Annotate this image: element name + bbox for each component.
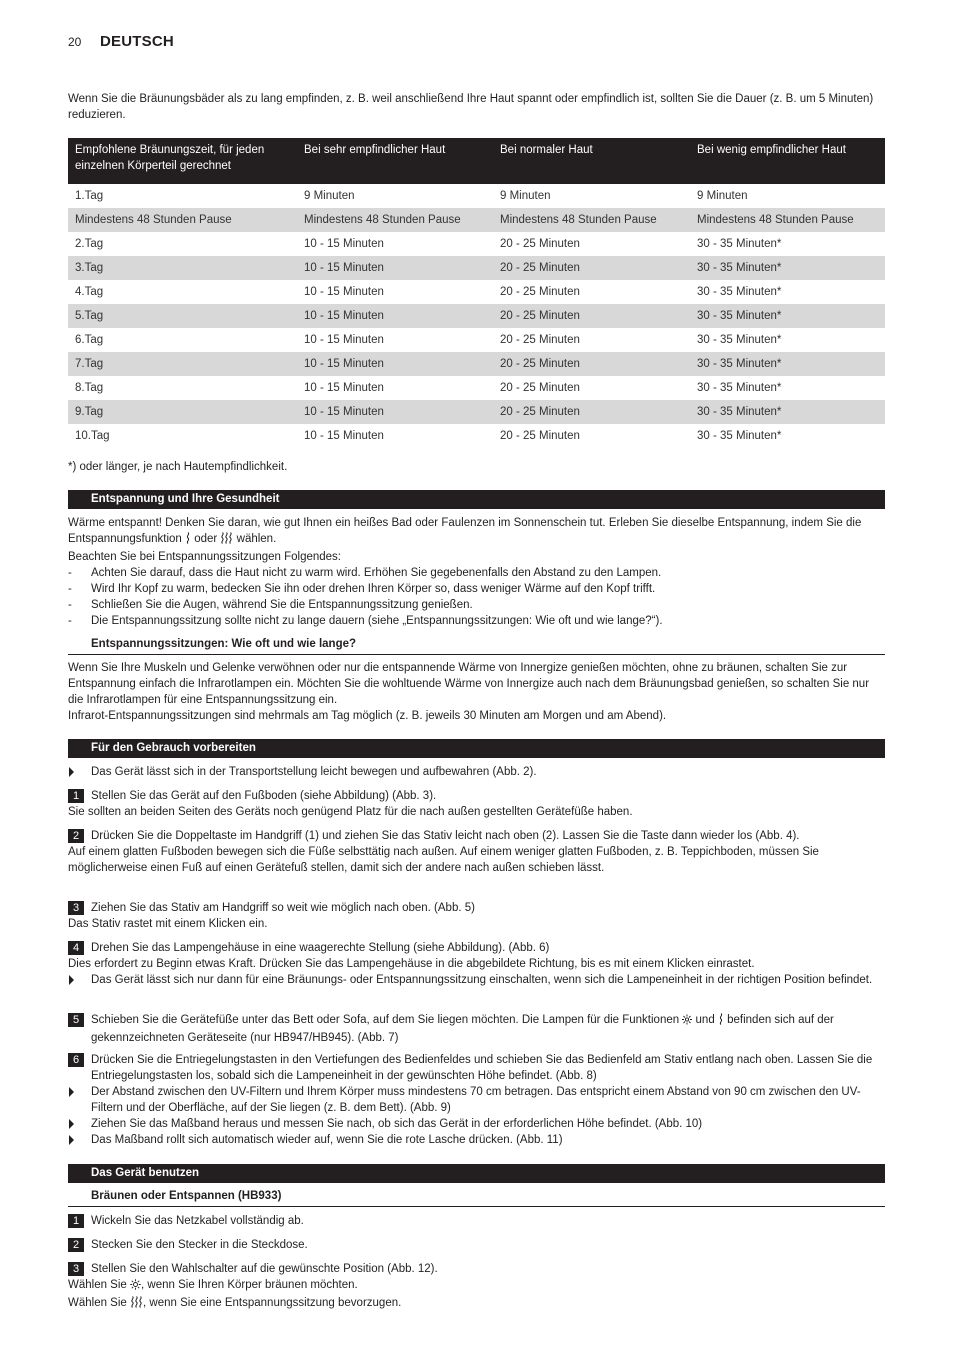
- step-note: Dies erfordert zu Beginn etwas Kraft. Drücken Sie das Lampengehäuse in die abgebildete Richtung, bis es mit einem Klicken einrastet.: [68, 958, 755, 970]
- step-note: Das Stativ rastet mit einem Klicken ein.: [68, 918, 268, 930]
- table-row: [68, 208, 885, 232]
- bullet-triangle-icon: [69, 767, 74, 777]
- prepare-step-2: [68, 828, 885, 876]
- table-cell: 10.Tag: [75, 430, 110, 442]
- table-cell: 20 - 25 Minuten: [493, 352, 690, 376]
- table-cell: 20 - 25 Minuten: [500, 430, 580, 442]
- language-heading: DEUTSCH: [100, 33, 174, 50]
- prepare-bullet: Das Gerät lässt sich in der Transportstellung leicht bewegen und aufbewahren (Abb. 2).: [68, 764, 885, 780]
- table-cell: 10 - 15 Minuten: [297, 352, 493, 376]
- section-bar-using: [68, 1164, 885, 1183]
- table-cell: 4.Tag: [75, 286, 104, 298]
- table-cell: 9 Minuten: [304, 190, 355, 202]
- intro-paragraph: Wenn Sie die Bräunungsbäder als zu lang empfinden, z. B. weil anschließend Ihre Haut spannt oder empfindlich ist, sollten Sie die Dauer (z. B. um 5 Minuten) reduzieren.: [68, 93, 874, 121]
- prepare-step-6: [68, 1052, 885, 1148]
- table-row: [68, 400, 885, 424]
- section-title: Für den Gebrauch vorbereiten: [91, 742, 256, 754]
- relaxation-lead: Beachten Sie bei Entspannungssitzungen Folgendes:: [68, 551, 342, 563]
- step-note: Auf einem glatten Fußboden bewegen sich die Füße selbsttätig nach außen. Auf einem weniger glatten Fußboden, z. B. Teppichboden, müssen Sie möglicherweise einen Fuß auf einen Gerätefuß stellen, damit sich der andere nach außen schieben lässt.: [68, 846, 819, 874]
- infrared-triple-icon: [130, 1296, 143, 1313]
- table-cell: 30 - 35 Minuten*: [697, 382, 782, 394]
- tanning-time-table: [68, 138, 885, 448]
- bullet-triangle-icon: [69, 1119, 74, 1129]
- list-item: - Die Entspannungssitzung sollte nicht zu lange dauern (siehe „Entspannungssitzungen: Wie oft und wie lange?“).: [68, 613, 885, 629]
- table-cell: 20 - 25 Minuten: [500, 382, 580, 394]
- table-header-cell: Bei wenig empfindlicher Haut: [690, 138, 885, 184]
- table-cell: Mindestens 48 Stunden Pause: [68, 208, 297, 232]
- subheading-rule: [68, 1206, 885, 1207]
- table-cell: 10 - 15 Minuten: [304, 238, 384, 250]
- text: und: [692, 1014, 718, 1026]
- dash-marker: [68, 613, 72, 629]
- table-row: [68, 184, 885, 208]
- step-text: Drücken Sie die Entriegelungstasten in den Vertiefungen des Bedienfeldes und schieben Sie das Bedienfeld am Stativ entlang nach oben. Lassen Sie die Entriegelungstasten los, sobald sich die Lampeneinheit in der gewünschten Höhe befindet. (Abb. 8): [91, 1054, 873, 1082]
- table-row: [68, 304, 885, 328]
- table-cell: 1.Tag: [75, 190, 104, 202]
- bullet-triangle-icon: [69, 1087, 74, 1097]
- step-note: Sie sollten an beiden Seiten des Geräts noch genügend Platz für die nach außen gestellten Gerätefüße haben.: [68, 806, 633, 818]
- relaxation-intro: [68, 515, 885, 549]
- table-header-cell: Bei normaler Haut: [493, 138, 690, 184]
- text: Wärme entspannt! Denken Sie daran, wie gut Ihnen ein heißes Bad oder Faulenzen im Sonnenschein tut. Erleben Sie dieselbe Entspannung, indem Sie die Entspannungsfunktion: [68, 517, 862, 545]
- step-text: Wickeln Sie das Netzkabel vollständig ab.: [91, 1215, 304, 1227]
- step-text: Drehen Sie das Lampengehäuse in eine waagerechte Stellung (siehe Abbildung). (Abb. 6): [91, 942, 550, 954]
- table-cell: 3.Tag: [68, 256, 297, 280]
- step-number: 3: [68, 1262, 84, 1276]
- section-bar-relaxation: [68, 490, 885, 509]
- step-bullet: Ziehen Sie das Maßband heraus und messen Sie nach, ob sich das Gerät in der erforderlichen Höhe befindet. (Abb. 10): [68, 1116, 885, 1132]
- table-cell: 30 - 35 Minuten*: [690, 352, 885, 376]
- bullet-triangle-icon: [69, 975, 74, 985]
- infrared-triple-icon: [220, 532, 233, 549]
- table-row: [68, 376, 885, 400]
- list-item: - Wird Ihr Kopf zu warm, bedecken Sie ihn oder drehen Ihren Körper so, dass weniger Wärme auf den Kopf trifft.: [68, 581, 885, 597]
- table-row: [68, 280, 885, 304]
- table-row: [68, 328, 885, 352]
- text: befinden sich auf der gekennzeichneten Geräteseite (nur HB947/HB945). (Abb. 7): [91, 1014, 834, 1044]
- step-note-tan: Wählen Sie , wenn Sie Ihren Körper bräunen möchten.: [68, 1277, 885, 1295]
- table-cell: 8.Tag: [75, 382, 104, 394]
- step-number: 6: [68, 1053, 84, 1067]
- sun-icon: [130, 1279, 141, 1295]
- relax-sessions-body: [68, 660, 885, 724]
- table-cell: 30 - 35 Minuten*: [690, 400, 885, 424]
- step-bullet: Der Abstand zwischen den UV-Filtern und Ihrem Körper muss mindestens 70 cm betragen. Das entspricht einem Abstand von 90 cm zwischen den UV-Filtern und der Oberfläche, auf der Sie liegen (z. B. dem Bett). (Abb. 9): [68, 1084, 885, 1116]
- prepare-step-5: [68, 1012, 885, 1046]
- prepare-step-4: 4 Drehen Sie das Lampengehäuse in eine waagerechte Stellung (siehe Abbildung). (Abb. 6) Dies erfordert zu Beginn etwas Kraft. Drücken Sie das Lampengehäuse in die abgebildete Richtung, bis es mit einem Klicken einrastet. Das Gerät lässt sich nur dann für eine Bräunungs- oder Entspannungssitzung einschalten, wenn sich die Lampeneinheit in der richtigen Position befindet.: [68, 940, 885, 988]
- table-row: [68, 232, 885, 256]
- step-text: Ziehen Sie das Stativ am Handgriff so weit wie möglich nach oben. (Abb. 5): [91, 902, 475, 914]
- table-cell: 10 - 15 Minuten: [297, 256, 493, 280]
- prepare-step-1: [68, 788, 885, 820]
- table-cell: Mindestens 48 Stunden Pause: [493, 208, 690, 232]
- section-bar-preparing: [68, 739, 885, 758]
- section-title: Das Gerät benutzen: [91, 1167, 199, 1179]
- table-footnote: *) oder länger, je nach Hautempfindlichkeit.: [68, 461, 288, 473]
- table-cell: 30 - 35 Minuten*: [690, 256, 885, 280]
- step-bullet: Das Maßband rollt sich automatisch wieder auf, wenn Sie die rote Lasche drücken. (Abb. 11): [68, 1132, 885, 1148]
- step-number: 3: [68, 901, 84, 915]
- table-cell: 30 - 35 Minuten*: [697, 430, 782, 442]
- table-header-cell: Empfohlene Bräunungszeit, für jeden einzelnen Körperteil gerechnet: [68, 138, 297, 184]
- table-cell: 20 - 25 Minuten: [493, 304, 690, 328]
- table-cell: 10 - 15 Minuten: [297, 304, 493, 328]
- relaxation-body: [68, 515, 885, 629]
- table-cell: 9 Minuten: [697, 190, 748, 202]
- step-number: 2: [68, 1238, 84, 1252]
- text: oder: [191, 533, 221, 545]
- table-cell: 5.Tag: [68, 304, 297, 328]
- step-note-relax: Wählen Sie , wenn Sie eine Entspannungssitzung bevorzugen.: [68, 1295, 885, 1313]
- text: wählen.: [233, 533, 277, 545]
- table-cell: 20 - 25 Minuten: [500, 238, 580, 250]
- use-step-2: [68, 1237, 885, 1253]
- table-cell: 9 Minuten: [500, 190, 551, 202]
- use-step-3: [68, 1261, 885, 1313]
- step-text: Stecken Sie den Stecker in die Steckdose.: [91, 1239, 308, 1251]
- table-cell: 10 - 15 Minuten: [304, 382, 384, 394]
- subheading-rule: [68, 654, 885, 655]
- step-number: 1: [68, 1214, 84, 1228]
- step-number: 1: [68, 789, 84, 803]
- table-cell: 30 - 35 Minuten*: [690, 304, 885, 328]
- paragraph: Infrarot-Entspannungssitzungen sind mehrmals am Tag möglich (z. B. jeweils 30 Minuten am Morgen und am Abend).: [68, 710, 667, 722]
- section-title: Entspannung und Ihre Gesundheit: [91, 493, 280, 505]
- tanning-table-body: [68, 184, 885, 448]
- table-cell: Mindestens 48 Stunden Pause: [297, 208, 493, 232]
- paragraph: Wenn Sie Ihre Muskeln und Gelenke verwöhnen oder nur die entspannende Wärme von Innergize genießen möchten, ohne zu bräunen, schalten Sie zur Entspannung einfach die Infrarotlampen ein. Möchten Sie die wohltuende Wärme von Innergize auch nach dem Bräunungsbad genießen, so schalten Sie nur die Infrarotlampen für eine Entspannungssitzung ein.: [68, 662, 870, 706]
- table-cell: 10 - 15 Minuten: [297, 400, 493, 424]
- table-cell: Mindestens 48 Stunden Pause: [690, 208, 885, 232]
- dash-marker: [68, 581, 72, 597]
- table-header-row: [68, 138, 885, 184]
- table-cell: 30 - 35 Minuten*: [697, 334, 782, 346]
- table-cell: 7.Tag: [68, 352, 297, 376]
- subheading-tan-or-relax: Bräunen oder Entspannen (HB933): [91, 1190, 282, 1202]
- dash-marker: [68, 597, 72, 613]
- uv-lamp-icon: [682, 1014, 692, 1030]
- table-cell: 9.Tag: [68, 400, 297, 424]
- table-cell: 10 - 15 Minuten: [304, 286, 384, 298]
- table-cell: 20 - 25 Minuten: [493, 400, 690, 424]
- table-cell: 30 - 35 Minuten*: [697, 238, 782, 250]
- list-item: - Schließen Sie die Augen, während Sie die Entspannungssitzung genießen.: [68, 597, 885, 613]
- use-step-1: [68, 1213, 885, 1229]
- step-text: Stellen Sie das Gerät auf den Fußboden (siehe Abbildung) (Abb. 3).: [91, 790, 437, 802]
- step-number: 5: [68, 1013, 84, 1027]
- table-cell: 2.Tag: [75, 238, 104, 250]
- step-number: 4: [68, 941, 84, 955]
- table-row: [68, 424, 885, 448]
- text: Schieben Sie die Gerätefüße unter das Bett oder Sofa, auf dem Sie liegen möchten. Die Lampen für die Funktionen: [91, 1014, 683, 1026]
- table-cell: 20 - 25 Minuten: [500, 286, 580, 298]
- table-cell: 30 - 35 Minuten*: [697, 286, 782, 298]
- table-cell: 10 - 15 Minuten: [304, 430, 384, 442]
- table-cell: 10 - 15 Minuten: [304, 334, 384, 346]
- step-text: Drücken Sie die Doppeltaste im Handgriff (1) und ziehen Sie das Stativ leicht nach oben (2). Lassen Sie die Taste dann wieder los (Abb. 4).: [91, 830, 800, 842]
- step-number: 2: [68, 829, 84, 843]
- page-number: 20: [68, 35, 82, 49]
- subheading-relax-sessions: Entspannungssitzungen: Wie oft und wie lange?: [91, 638, 357, 650]
- table-cell: 20 - 25 Minuten: [493, 256, 690, 280]
- table-cell: 6.Tag: [75, 334, 104, 346]
- table-row: [68, 352, 885, 376]
- list-item: - Achten Sie darauf, dass die Haut nicht zu warm wird. Erhöhen Sie gegebenenfalls den Abstand zu den Lampen.: [68, 565, 885, 581]
- table-row: [68, 256, 885, 280]
- step-text: Stellen Sie den Wahlschalter auf die gewünschte Position (Abb. 12).: [91, 1263, 438, 1275]
- table-header-cell: Bei sehr empfindlicher Haut: [297, 138, 493, 184]
- prepare-step-3: [68, 900, 885, 932]
- table-cell: 20 - 25 Minuten: [500, 334, 580, 346]
- dash-marker: [68, 565, 72, 581]
- bullet-triangle-icon: [69, 1135, 74, 1145]
